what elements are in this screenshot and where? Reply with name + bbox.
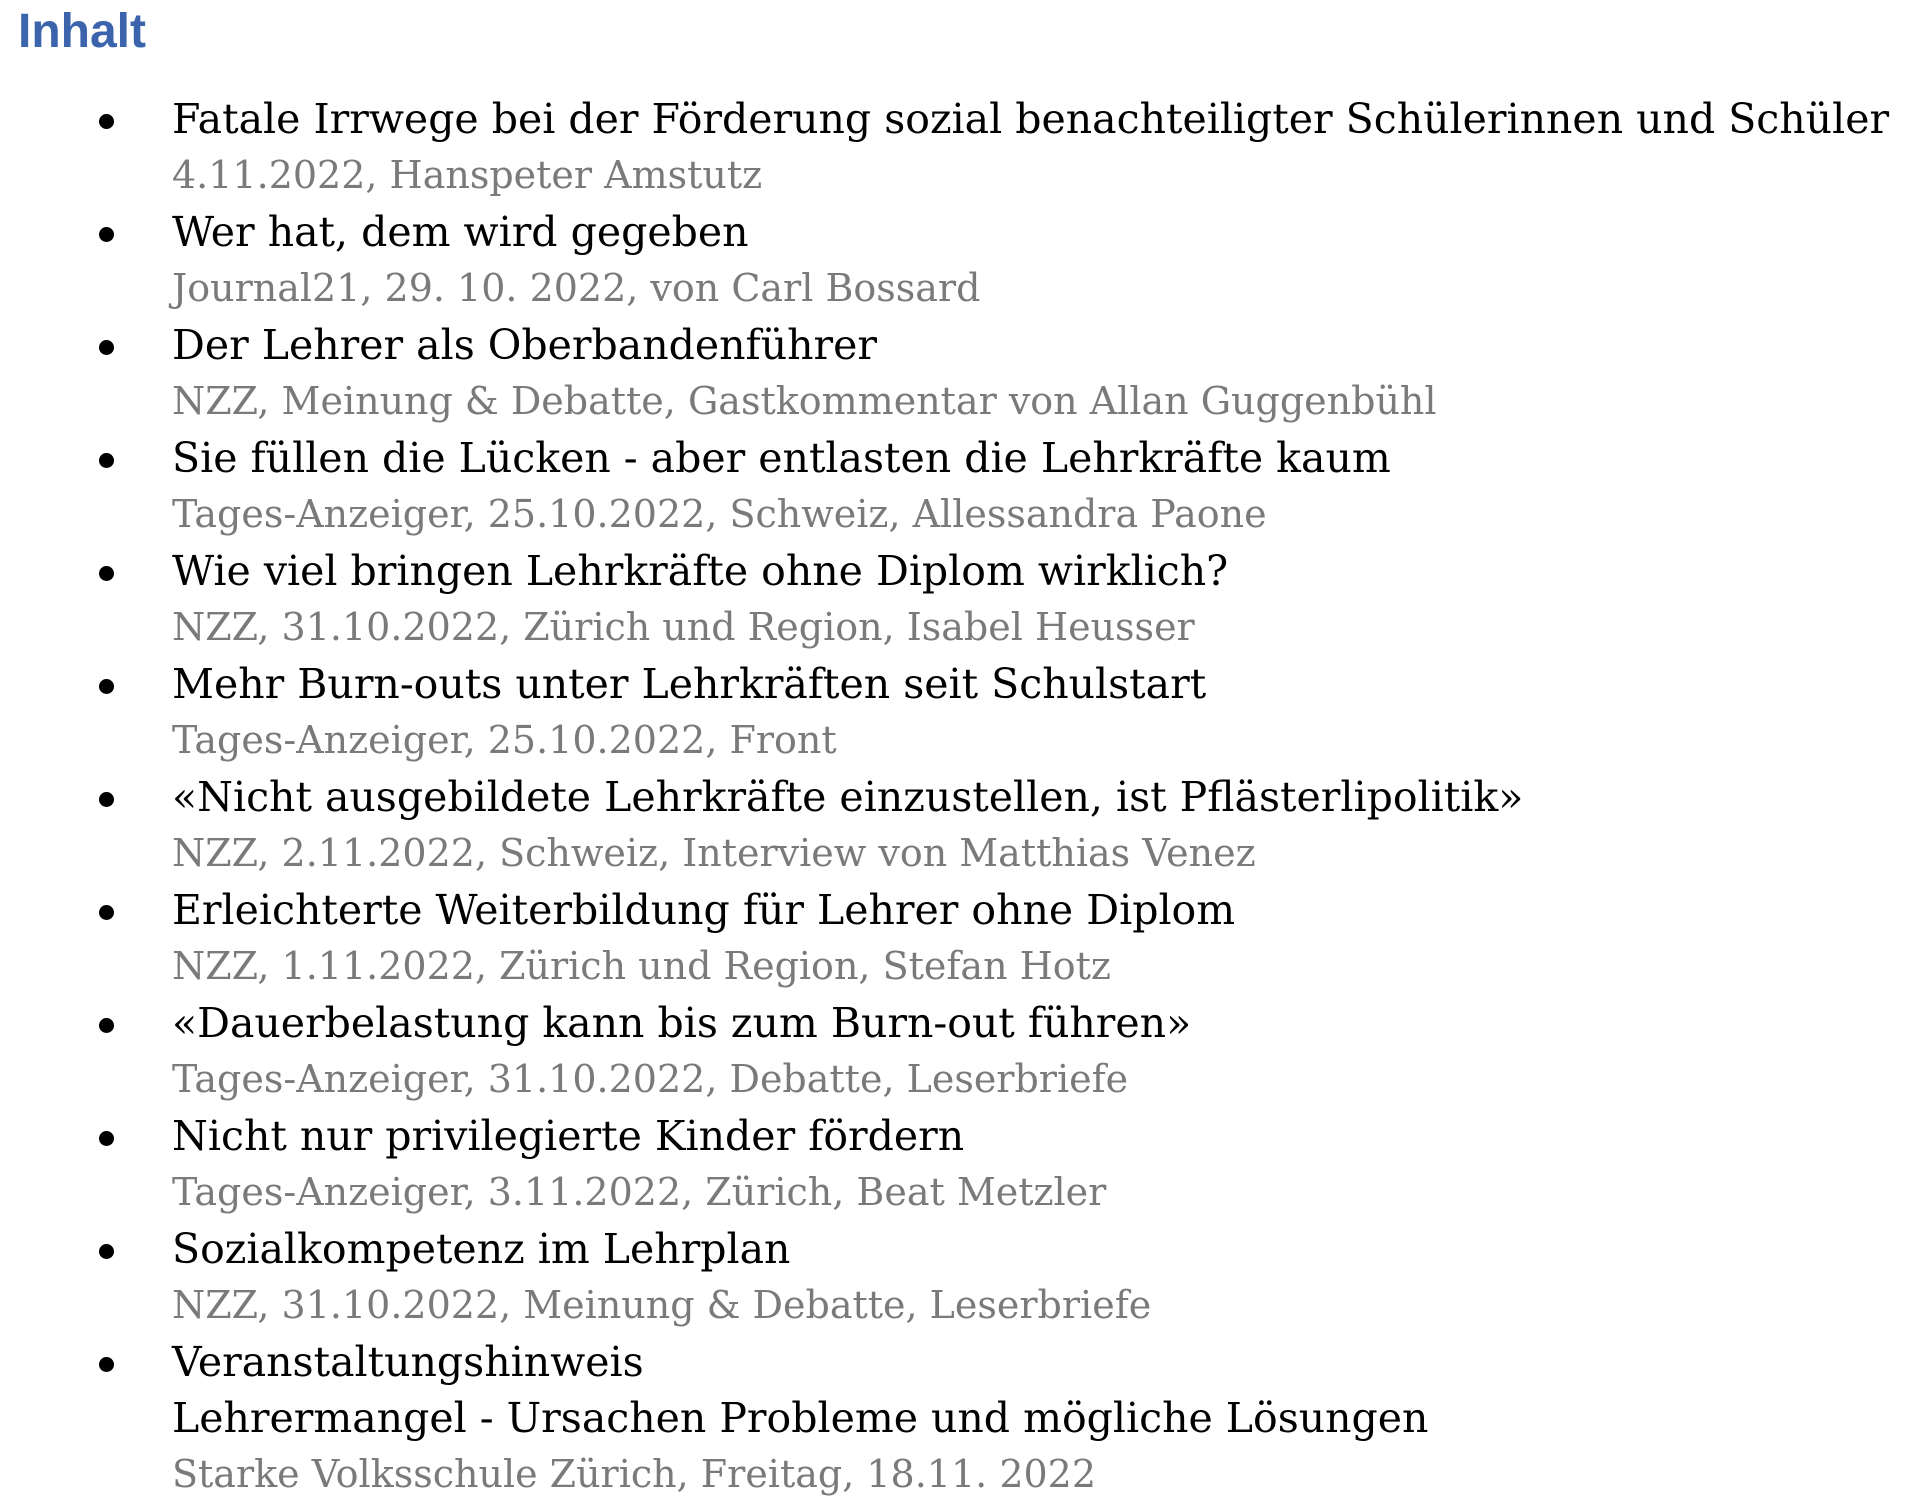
toc-item-5[interactable] (0, 543, 1922, 656)
toc-item-subtitle[interactable]: Lehrermangel - Ursachen Probleme und mögliche Lösungen (172, 1394, 1429, 1442)
bullet-icon (99, 566, 114, 581)
toc-item-title[interactable]: Sozialkompetenz im Lehrplan (172, 1225, 791, 1273)
toc-item-meta: 4.11.2022, Hanspeter Amstutz (172, 153, 763, 197)
toc-item-meta: Tages-Anzeiger, 25.10.2022, Schweiz, Allessandra Paone (172, 492, 1267, 536)
toc-item-title[interactable]: Der Lehrer als Oberbandenführer (172, 321, 877, 369)
toc-item-title[interactable]: Veranstaltungshinweis (172, 1338, 644, 1386)
toc-item-10[interactable] (0, 1108, 1922, 1221)
bullet-icon (99, 792, 114, 807)
bullet-icon (99, 453, 114, 468)
toc-item-meta: Tages-Anzeiger, 3.11.2022, Zürich, Beat Metzler (172, 1170, 1107, 1214)
bullet-icon (99, 905, 114, 920)
toc-item-title[interactable]: Erleichterte Weiterbildung für Lehrer ohne Diplom (172, 886, 1236, 934)
toc-item-9[interactable] (0, 995, 1922, 1108)
toc-item-11[interactable] (0, 1221, 1922, 1334)
toc-item-2[interactable] (0, 204, 1922, 317)
toc-item-1[interactable] (0, 91, 1922, 204)
toc-item-meta: NZZ, 2.11.2022, Schweiz, Interview von Matthias Venez (172, 831, 1256, 875)
toc-item-meta: Starke Volksschule Zürich, Freitag, 18.11. 2022 (172, 1452, 1097, 1496)
bullet-icon (99, 1018, 114, 1033)
toc-item-title[interactable]: «Dauerbelastung kann bis zum Burn-out führen» (172, 999, 1192, 1047)
toc-item-title[interactable]: Nicht nur privilegierte Kinder fördern (172, 1112, 965, 1160)
bullet-icon (99, 1131, 114, 1146)
toc-item-4[interactable] (0, 430, 1922, 543)
bullet-icon (99, 227, 114, 242)
toc-item-meta: NZZ, 1.11.2022, Zürich und Region, Stefan Hotz (172, 944, 1111, 988)
bullet-icon (99, 1244, 114, 1259)
toc-item-meta: NZZ, Meinung & Debatte, Gastkommentar von Allan Guggenbühl (172, 379, 1437, 423)
toc-item-12[interactable] (0, 1334, 1922, 1503)
toc-item-title[interactable]: Mehr Burn-outs unter Lehrkräften seit Schulstart (172, 660, 1207, 708)
toc-item-meta: NZZ, 31.10.2022, Zürich und Region, Isabel Heusser (172, 605, 1195, 649)
toc-item-meta: NZZ, 31.10.2022, Meinung & Debatte, Leserbriefe (172, 1283, 1152, 1327)
toc-list (0, 91, 1922, 1503)
toc-item-meta: Tages-Anzeiger, 31.10.2022, Debatte, Leserbriefe (172, 1057, 1129, 1101)
toc-item-6[interactable] (0, 656, 1922, 769)
bullet-icon (99, 114, 114, 129)
toc-item-3[interactable] (0, 317, 1922, 430)
bullet-icon (99, 679, 114, 694)
toc-item-title[interactable]: Fatale Irrwege bei der Förderung sozial benachteiligter Schülerinnen und Schüler (172, 95, 1890, 143)
bullet-icon (99, 340, 114, 355)
toc-item-8[interactable] (0, 882, 1922, 995)
bullet-icon (99, 1357, 114, 1372)
toc-item-meta: Journal21, 29. 10. 2022, von Carl Bossard (172, 266, 981, 310)
toc-item-title[interactable]: Wer hat, dem wird gegeben (172, 208, 749, 256)
toc-item-7[interactable] (0, 769, 1922, 882)
toc-item-title[interactable]: Wie viel bringen Lehrkräfte ohne Diplom wirklich? (172, 547, 1229, 595)
toc-item-title[interactable]: «Nicht ausgebildete Lehrkräfte einzustellen, ist Pflästerlipolitik» (172, 773, 1524, 821)
toc-item-meta: Tages-Anzeiger, 25.10.2022, Front (172, 718, 837, 762)
toc-item-title[interactable]: Sie füllen die Lücken - aber entlasten die Lehrkräfte kaum (172, 434, 1391, 482)
toc-heading: Inhalt (18, 5, 146, 58)
